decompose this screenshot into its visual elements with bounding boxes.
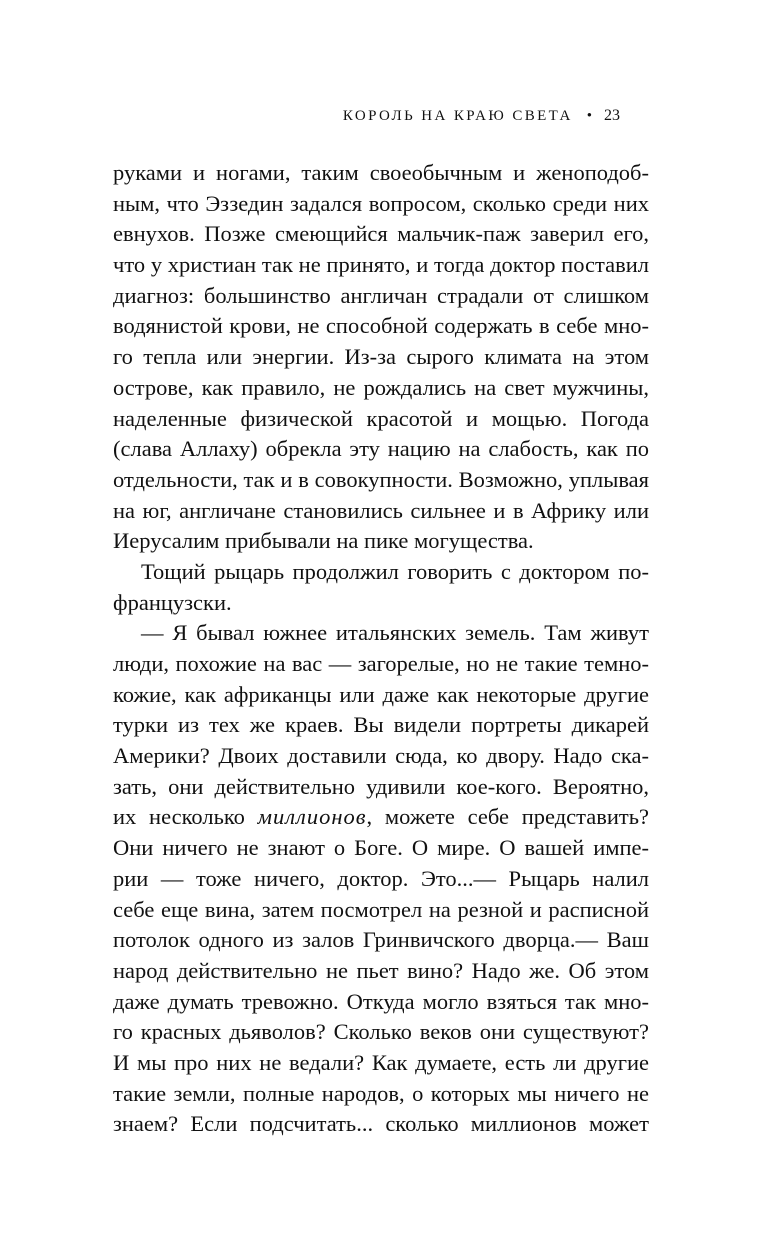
text-segment: , можете себе представить?: [366, 804, 650, 830]
text-line: такие земли, полные народов, о которых мы ничего не: [113, 1080, 649, 1106]
text-line: Америки? Двоих доставили сюда, ко двору. Надо ска-: [113, 743, 649, 769]
book-title: КОРОЛЬ НА КРАЮ СВЕТА: [342, 108, 573, 124]
body-text: [113, 158, 649, 1140]
text-line-with-emphasis: [113, 802, 649, 833]
text-line: евнухов. Позже смеющийся мальчик-паж заверил его,: [113, 221, 649, 247]
text-line: даже думать тревожно. Откуда могло взяться так мно-: [113, 988, 649, 1014]
text-line: французски.: [113, 589, 232, 615]
header-separator: •: [586, 108, 592, 124]
text-line: люди, похожие на вас — загорелые, но не такие темно-: [113, 651, 649, 676]
text-line: кожие, как африканцы или даже как некоторые другие: [113, 681, 649, 707]
text-line: острове, как правило, не рождались на свет мужчины,: [113, 374, 649, 400]
running-head: [0, 106, 620, 126]
text-line: на юг, англичане становились сильнее и в Африку или: [113, 497, 649, 523]
text-line: зать, они действительно удивили кое-кого. Вероятно,: [113, 773, 649, 799]
text-line: руками и ногами, таким своеобычным и женоподоб-: [113, 160, 649, 185]
text-segment: их несколько: [113, 804, 245, 830]
text-line: ным, что Эззедин задался вопросом, сколько среди них: [113, 190, 649, 216]
text-line: наделенные физической красотой и мощью. Погода: [113, 405, 649, 431]
text-line: потолок одного из залов Гринвичского дворца.— Ваш: [113, 927, 649, 953]
text-line: Иерусалим прибывали на пике могущества.: [113, 528, 534, 554]
text-line: отдельности, так и в совокупности. Возможно, уплывая: [113, 466, 649, 492]
text-line: (слава Аллаху) обрекла эту нацию на слабость, как по: [113, 436, 649, 462]
text-line: Тощий рыцарь продолжил говорить с доктором по-: [141, 558, 649, 584]
text-line: себе еще вина, затем посмотрел на резной и расписной: [113, 896, 649, 922]
text-line: что у христиан так не принято, и тогда доктор поставил: [113, 252, 649, 278]
text-line: водянистой крови, не способной содержать в себе мно-: [113, 313, 649, 339]
emphasized-word: миллионов: [257, 804, 367, 830]
text-line: рии — тоже ничего, доктор. Это...— Рыцарь налил: [113, 865, 649, 891]
text-line: — Я бывал южнее итальянских земель. Там живут: [141, 620, 649, 646]
text-line: народ действительно не пьет вино? Надо же. Об этом: [113, 957, 649, 983]
text-line: Они ничего не знают о Боге. О мире. О вашей импе-: [113, 835, 649, 861]
text-line: турки из тех же краев. Вы видели портреты дикарей: [113, 712, 649, 738]
text-line: И мы про них не ведали? Как думаете, есть ли другие: [113, 1049, 649, 1075]
text-line: знаем? Если подсчитать... сколько миллионов может: [113, 1111, 649, 1137]
text-line: диагноз: большинство англичан страдали от слишком: [113, 282, 649, 308]
text-line: го тепла или энергии. Из-за сырого климата на этом: [113, 344, 649, 370]
page-number: 23: [604, 107, 620, 124]
text-line: го красных дьяволов? Сколько веков они существуют?: [113, 1019, 649, 1045]
